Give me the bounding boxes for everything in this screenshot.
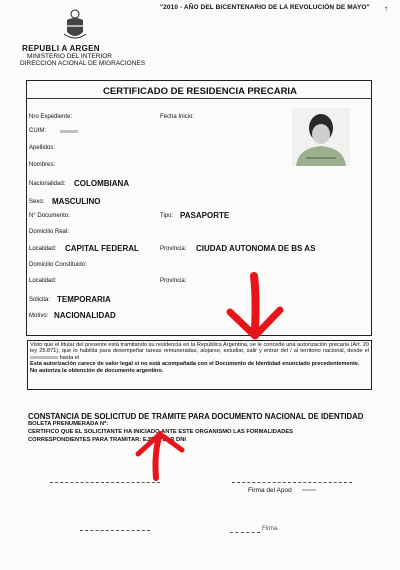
legal-text-main: Visto que el titular del presente está tramitando su residencia en la República Argentina, se le concede una autorización precaria (Art. 20 ley 25.871), que lo habilita para desempeñar tareas remuneradas, alojarse, estudiar, salir y entrar del / al territorio nacional, desde el — [30, 342, 369, 355]
legal-text-validity: Esta autorización carece de valor legal si no está acompañada con el Documento de Identidad enunciado precedentemente. — [30, 361, 360, 368]
legal-text-until: hasta el — [59, 354, 80, 361]
solicita-label: Solicita: — [29, 297, 51, 303]
provincia-label: Provincia: — [160, 246, 187, 252]
domicilio-constituido-label: Domicilio Constituido: — [29, 262, 87, 268]
nro-expediente-label: Nro Expediente: — [29, 114, 73, 120]
nacionalidad-label: Nacionalidad: — [29, 181, 66, 187]
constancia-line-1: CERTIFICO QUE EL SOLICITANTE HA INICIADO ANTE ESTE ORGANISMO LAS FORMALIDADES — [28, 429, 294, 435]
holder-photo — [292, 108, 350, 166]
cuim-label: CUIM: — [29, 128, 46, 134]
fecha-inicio-label: Fecha Inicio: — [160, 114, 195, 120]
corner-mark: ↑ — [384, 4, 388, 13]
constancia-line-2: CORRESPONDIENTES PARA TRAMITAR: EJEMPLAR DNI — [28, 437, 187, 443]
bottom-line-right — [230, 532, 260, 534]
legal-notice — [27, 340, 372, 390]
republic-name: REPUBLI A ARGEN — [22, 44, 100, 53]
localidad-value: CAPITAL FEDERAL — [65, 244, 139, 253]
provincia-value: CIUDAD AUTONOMA DE BS AS — [196, 244, 316, 253]
nombres-label: Nombres: — [29, 162, 56, 168]
constancia-title: CONSTANCIA DE SOLICITUD DE TRAMITE PARA DOCUMENTO NACIONAL DE IDENTIDAD — [28, 412, 364, 421]
sexo-value: MASCULINO — [52, 197, 101, 206]
bottom-line-left — [80, 530, 150, 532]
motivo-value: NACIONALIDAD — [54, 311, 116, 320]
direction-name: DIRECCION ACIONAL DE MIGRACIONES — [20, 60, 146, 67]
title-divider — [26, 98, 372, 99]
bottom-signature-mark: Firma — [262, 526, 278, 532]
red-arrow-annotation — [220, 272, 290, 342]
apellidos-label: Apellidos: — [29, 145, 56, 151]
coat-of-arms-icon — [62, 8, 88, 42]
tipo-value: PASAPORTE — [180, 211, 230, 220]
certificate-title: CERTIFICADO DE RESIDENCIA PRECARIA — [103, 86, 297, 97]
localidad-label: Localidad: — [29, 246, 57, 252]
signature-line-left — [50, 482, 160, 484]
red-mark-annotation — [130, 428, 190, 494]
ministry-name: MINISTERIO DEL INTERIOR — [27, 53, 112, 60]
documento-label: N° Documento: — [29, 213, 70, 219]
redacted-signature — [302, 489, 316, 491]
legal-text-restriction: No autoriza la obtención de documento argentino. — [30, 367, 164, 374]
boleta-label: BOLETA PRENUMERADA Nº: — [28, 421, 109, 427]
motivo-label: Motivo: — [29, 313, 49, 319]
sexo-label: Sexo: — [29, 199, 45, 205]
nacionalidad-value: COLOMBIANA — [74, 179, 130, 188]
bicentennial-motto: "2010 - AÑO DEL BICENTENARIO DE LA REVOLUCIÓN DE MAYO" — [160, 4, 370, 11]
provincia2-label: Provincia: — [160, 278, 187, 284]
tipo-label: Tipo: — [160, 213, 174, 219]
localidad2-label: Localidad: — [29, 278, 57, 284]
solicita-value: TEMPORARIA — [57, 295, 111, 304]
signature-label: Firma del Apod — [248, 487, 292, 494]
signature-line-right — [232, 482, 352, 484]
redacted-cuim — [60, 130, 78, 133]
domicilio-real-label: Domicilio Real: — [29, 229, 70, 235]
redacted-date — [30, 356, 58, 359]
